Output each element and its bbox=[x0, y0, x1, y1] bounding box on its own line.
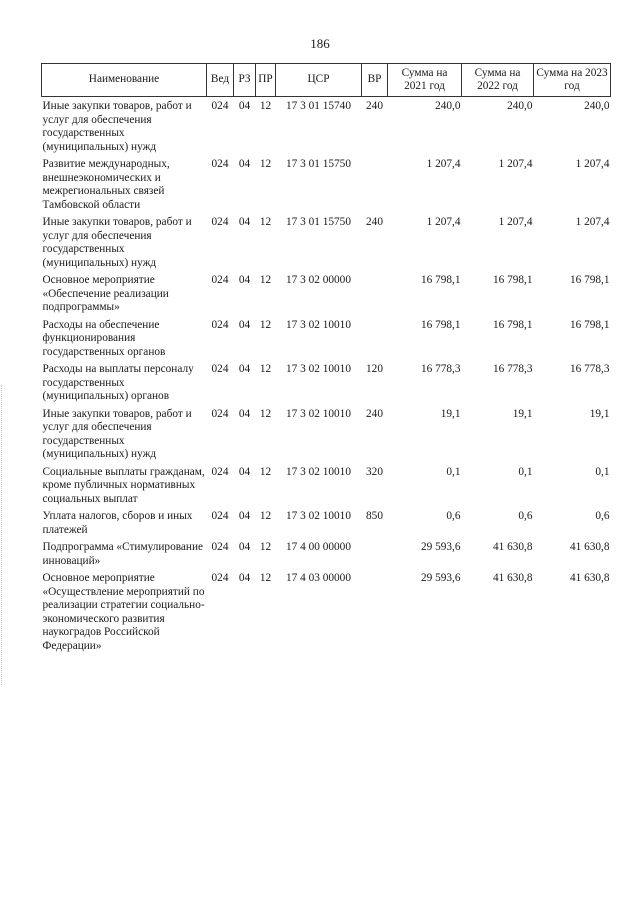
cell-ved: 024 bbox=[211, 274, 229, 286]
cell-sum-2022: 1 207,4 bbox=[498, 216, 533, 228]
cell-sum-2021: 16 798,1 bbox=[420, 318, 461, 331]
cell-name: Подпрограмма «Стимулирование инноваций» bbox=[42, 541, 204, 567]
cell-sum-2022: 1 207,4 bbox=[498, 158, 533, 170]
cell-sum-2023: 16 798,1 bbox=[569, 274, 610, 286]
cell-pr: 12 bbox=[259, 158, 272, 170]
table-body bbox=[42, 97, 611, 658]
cell-sum-2022: 41 630,8 bbox=[492, 572, 533, 584]
cell-vr bbox=[362, 572, 388, 657]
cell-name: Основное мероприятие «Обеспечение реализации подпрограммы» bbox=[42, 274, 169, 313]
cell-pr: 12 bbox=[259, 363, 272, 375]
cell-rz: 04 bbox=[238, 510, 251, 522]
cell-rz: 04 bbox=[238, 274, 251, 286]
cell-sum-2021: 1 207,4 bbox=[426, 216, 461, 228]
header-rz: РЗ bbox=[234, 64, 256, 97]
cell-sum-2021: 16 778,3 bbox=[420, 363, 461, 375]
cell-sum-2022: 240,0 bbox=[507, 100, 533, 112]
cell-name: Развитие международных, внешнеэкономических и межрегиональных связей Тамбовской области bbox=[42, 158, 170, 211]
cell-rz: 04 bbox=[238, 216, 251, 228]
cell-ved: 024 bbox=[211, 465, 229, 478]
cell-sum-2021: 240,0 bbox=[435, 100, 461, 112]
table-row bbox=[42, 510, 611, 541]
cell-sum-2023: 0,1 bbox=[595, 465, 610, 478]
cell-sum-2023: 0,6 bbox=[595, 510, 610, 522]
cell-rz: 04 bbox=[238, 465, 251, 478]
cell-ved: 024 bbox=[211, 572, 229, 584]
cell-vr: 120 bbox=[366, 363, 383, 375]
cell-vr bbox=[362, 158, 388, 216]
cell-csr: 17 3 02 10010 bbox=[286, 363, 351, 375]
cell-vr: 850 bbox=[366, 510, 383, 522]
cell-pr: 12 bbox=[259, 274, 272, 286]
cell-sum-2022: 41 630,8 bbox=[492, 541, 533, 553]
table-row bbox=[42, 158, 611, 216]
cell-rz: 04 bbox=[238, 407, 251, 420]
cell-ved: 024 bbox=[211, 318, 229, 331]
scan-edge-line bbox=[1, 385, 3, 685]
cell-vr bbox=[362, 319, 388, 364]
cell-csr: 17 3 02 10010 bbox=[286, 510, 351, 522]
cell-csr: 17 3 02 10010 bbox=[286, 465, 351, 478]
budget-table bbox=[41, 63, 611, 657]
cell-pr: 12 bbox=[259, 407, 272, 420]
cell-sum-2023: 240,0 bbox=[584, 100, 610, 112]
cell-csr: 17 3 02 10010 bbox=[286, 318, 351, 331]
cell-csr: 17 3 02 00000 bbox=[286, 274, 351, 286]
header-vr: ВР bbox=[362, 64, 388, 97]
cell-sum-2023: 19,1 bbox=[589, 407, 610, 420]
cell-name: Расходы на обеспечение функционирования государственных органов bbox=[42, 318, 166, 358]
cell-rz: 04 bbox=[238, 572, 251, 584]
cell-pr: 12 bbox=[259, 541, 272, 553]
cell-name: Уплата налогов, сборов и иных платежей bbox=[42, 510, 193, 536]
cell-sum-2023: 16 798,1 bbox=[569, 318, 610, 331]
cell-sum-2021: 29 593,6 bbox=[420, 541, 461, 553]
cell-sum-2022: 19,1 bbox=[512, 407, 533, 420]
cell-csr: 17 3 01 15750 bbox=[286, 158, 351, 170]
cell-ved: 024 bbox=[211, 100, 229, 112]
cell-ved: 024 bbox=[211, 363, 229, 375]
table-row bbox=[42, 319, 611, 364]
cell-pr: 12 bbox=[259, 572, 272, 584]
cell-vr: 240 bbox=[366, 100, 383, 112]
cell-vr bbox=[362, 274, 388, 319]
cell-vr: 320 bbox=[366, 465, 383, 478]
cell-rz: 04 bbox=[238, 318, 251, 331]
cell-name: Расходы на выплаты персоналу государственных (муниципальных) органов bbox=[42, 363, 194, 402]
cell-csr: 17 3 02 10010 bbox=[286, 407, 351, 420]
cell-csr: 17 4 00 00000 bbox=[286, 541, 351, 553]
cell-sum-2021: 19,1 bbox=[440, 407, 461, 420]
table-row bbox=[42, 408, 611, 466]
cell-sum-2022: 16 798,1 bbox=[492, 274, 533, 286]
header-pr: ПР bbox=[256, 64, 276, 97]
cell-vr: 240 bbox=[366, 216, 383, 228]
cell-name: Основное мероприятие «Осуществление мероприятий по реализации стратегии социально-экономического развития наукоградов Российской Федерации» bbox=[42, 572, 205, 652]
header-sum-2022: Сумма на 2022 год bbox=[462, 64, 534, 97]
cell-pr: 12 bbox=[259, 318, 272, 331]
cell-sum-2022: 0,6 bbox=[518, 510, 533, 522]
cell-name: Иные закупки товаров, работ и услуг для обеспечения государственных (муниципальных) нужд bbox=[42, 216, 192, 269]
cell-vr: 240 bbox=[366, 407, 383, 420]
cell-csr: 17 3 01 15750 bbox=[286, 216, 351, 228]
cell-ved: 024 bbox=[211, 541, 229, 553]
cell-sum-2022: 0,1 bbox=[518, 465, 533, 478]
cell-sum-2022: 16 778,3 bbox=[492, 363, 533, 375]
cell-ved: 024 bbox=[211, 216, 229, 228]
table-row bbox=[42, 97, 611, 159]
header-ved: Вед bbox=[207, 64, 234, 97]
table-header-row bbox=[42, 64, 611, 97]
cell-sum-2023: 1 207,4 bbox=[575, 158, 610, 170]
header-csr: ЦСР bbox=[276, 64, 362, 97]
cell-sum-2023: 16 778,3 bbox=[569, 363, 610, 375]
table-row bbox=[42, 541, 611, 572]
cell-csr: 17 3 01 15740 bbox=[286, 100, 351, 112]
cell-sum-2023: 41 630,8 bbox=[569, 572, 610, 584]
cell-sum-2021: 1 207,4 bbox=[426, 158, 461, 170]
header-sum-2021: Сумма на 2021 год bbox=[388, 64, 462, 97]
cell-sum-2022: 16 798,1 bbox=[492, 318, 533, 331]
cell-name: Иные закупки товаров, работ и услуг для обеспечения государственных (муниципальных) нужд bbox=[42, 407, 192, 460]
table-row bbox=[42, 274, 611, 319]
cell-sum-2021: 29 593,6 bbox=[420, 572, 461, 584]
cell-sum-2021: 0,6 bbox=[446, 510, 461, 522]
header-name: Наименование bbox=[42, 64, 207, 97]
cell-name: Иные закупки товаров, работ и услуг для обеспечения государственных (муниципальных) нужд bbox=[42, 100, 192, 153]
cell-sum-2021: 0,1 bbox=[446, 465, 461, 478]
table-row bbox=[42, 363, 611, 408]
cell-ved: 024 bbox=[211, 407, 229, 420]
cell-rz: 04 bbox=[238, 158, 251, 170]
header-sum-2023: Сумма на 2023 год bbox=[534, 64, 611, 97]
cell-pr: 12 bbox=[259, 465, 272, 478]
table-row bbox=[42, 572, 611, 657]
cell-sum-2021: 16 798,1 bbox=[420, 274, 461, 286]
table-row bbox=[42, 466, 611, 511]
table-row bbox=[42, 216, 611, 274]
cell-rz: 04 bbox=[238, 100, 251, 112]
cell-rz: 04 bbox=[238, 363, 251, 375]
cell-ved: 024 bbox=[211, 510, 229, 522]
cell-pr: 12 bbox=[259, 100, 272, 112]
cell-pr: 12 bbox=[259, 510, 272, 522]
cell-vr bbox=[362, 541, 388, 572]
cell-csr: 17 4 03 00000 bbox=[286, 572, 351, 584]
cell-ved: 024 bbox=[211, 158, 229, 170]
cell-sum-2023: 1 207,4 bbox=[575, 216, 610, 228]
cell-name: Социальные выплаты гражданам, кроме публичных нормативных социальных выплат bbox=[42, 465, 205, 505]
cell-rz: 04 bbox=[238, 541, 251, 553]
cell-sum-2023: 41 630,8 bbox=[569, 541, 610, 553]
page-number: 186 bbox=[310, 36, 330, 51]
cell-pr: 12 bbox=[259, 216, 272, 228]
